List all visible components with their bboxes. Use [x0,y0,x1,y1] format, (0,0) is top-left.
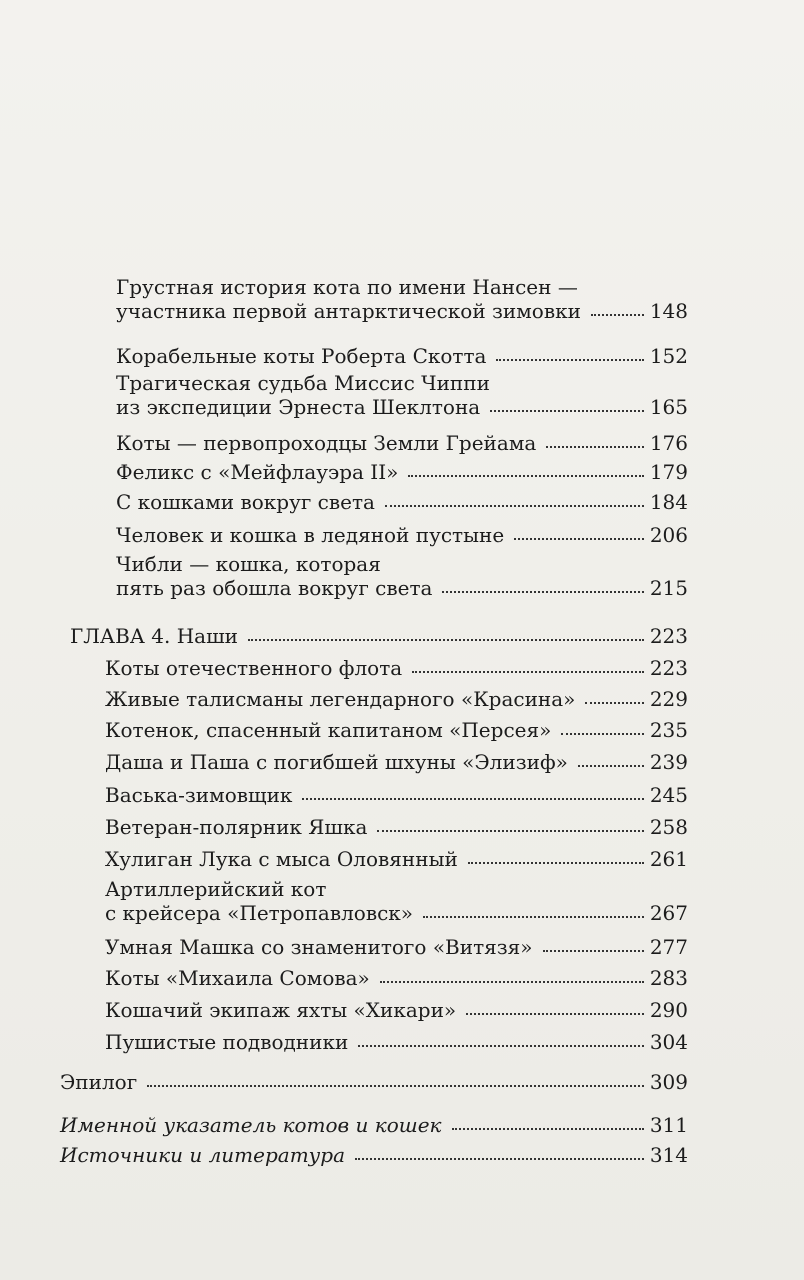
toc-entry-title-line1: Артиллерийский кот [105,877,327,901]
toc-entry-title: с крейсера «Петропавловск» [105,901,414,925]
toc-entry-title: пять раз обошла вокруг света [116,576,433,600]
toc-entry [116,523,688,547]
page-number: 223 [649,656,688,680]
toc-entry-title: Феликс с «Мейфлауэра II» [116,460,399,484]
chapter-title: ГЛАВА 4. Наши [70,624,239,648]
dot-leader [385,505,644,507]
toc-entry [116,552,688,600]
page-number: 290 [649,998,688,1022]
toc-entry [116,490,688,514]
page-number: 223 [649,624,688,648]
toc-entry [105,877,688,925]
toc-entry-title-line1: Трагическая судьба Миссис Чиппи [116,371,490,395]
toc-entry [105,783,688,807]
dot-leader [358,1045,644,1047]
toc-entry-title: из экспедиции Эрнеста Шеклтона [116,395,481,419]
toc-entry [105,815,688,839]
toc-entry [105,718,688,742]
toc-entry-title: Коты «Михаила Сомова» [105,966,370,990]
dot-leader [591,314,644,316]
toc-entry-title: Даша и Паша с погибшей шхуны «Элизиф» [105,750,568,774]
dot-leader [412,671,644,673]
page-number: 304 [649,1030,688,1054]
dot-leader [380,981,644,983]
page-number: 184 [649,490,688,514]
toc-entry-title: С кошками вокруг света [116,490,375,514]
toc-entry-title: Корабельные коты Роберта Скотта [116,344,487,368]
page-number: 229 [649,687,688,711]
toc-entry-title: Умная Машка со знаменитого «Витязя» [105,935,533,959]
toc-entry [116,431,688,455]
page-number: 215 [649,576,688,600]
toc-entry-title: Котенок, спасенный капитаном «Персея» [105,718,552,742]
toc-entry [105,656,688,680]
dot-leader [543,950,644,952]
page-number: 309 [649,1070,688,1094]
toc-entry-index [60,1113,688,1137]
toc-entry [116,275,688,323]
page-number: 261 [649,847,688,871]
toc-entry-title-line1: Грустная история кота по имени Нансен — [116,275,578,299]
toc-entry-title-line1: Чибли — кошка, которая [116,552,381,576]
toc-entry-epilogue [60,1070,688,1094]
toc-entry [105,935,688,959]
dot-leader [423,916,644,918]
dot-leader [408,475,643,477]
toc-entry-title: участника первой антарктической зимовки [116,299,581,323]
toc-entry [105,750,688,774]
toc-entry [105,998,688,1022]
toc-entry-title: Васька-зимовщик [105,783,293,807]
toc-entry-title: Хулиган Лука с мыса Оловянный [105,847,458,871]
toc-entry [116,371,688,419]
toc-entry-title: Именной указатель котов и кошек [60,1113,442,1137]
chapter-heading [70,624,688,648]
toc-entry [105,1030,688,1054]
page-number: 277 [649,935,688,959]
dot-leader [468,862,644,864]
dot-leader [355,1158,644,1160]
toc-entry-title: Пушистые подводники [105,1030,349,1054]
page-number: 311 [649,1113,688,1137]
toc-entry-title: Человек и кошка в ледяной пустыне [116,523,505,547]
dot-leader [561,733,643,735]
dot-leader [578,765,644,767]
page-number: 267 [649,901,688,925]
toc-entry-sources [60,1143,688,1167]
dot-leader [490,410,644,412]
toc-entry-title: Кошачий экипаж яхты «Хикари» [105,998,457,1022]
toc-entry-title: Коты отечественного флота [105,656,403,680]
page-number: 152 [649,344,688,368]
toc-entry [105,687,688,711]
toc-entry [116,460,688,484]
dot-leader [466,1013,644,1015]
page-number: 239 [649,750,688,774]
page-number: 165 [649,395,688,419]
page-number: 206 [649,523,688,547]
dot-leader [442,591,643,593]
dot-leader [546,446,644,448]
page-number: 258 [649,815,688,839]
dot-leader [377,830,643,832]
dot-leader [514,538,644,540]
page-number: 235 [649,718,688,742]
page-number: 179 [649,460,688,484]
page-number: 176 [649,431,688,455]
toc-entry-title: Источники и литература [60,1143,345,1167]
dot-leader [248,639,644,641]
page-number: 148 [649,299,688,323]
dot-leader [496,359,643,361]
toc-entry [105,966,688,990]
dot-leader [452,1128,644,1130]
toc-entry-title: Ветеран-полярник Яшка [105,815,368,839]
page-number: 283 [649,966,688,990]
dot-leader [147,1085,644,1087]
page-number: 314 [649,1143,688,1167]
page-number: 245 [649,783,688,807]
toc-entry [116,344,688,368]
dot-leader [302,798,643,800]
toc-entry-title: Живые талисманы легендарного «Красина» [105,687,576,711]
toc-entry [105,847,688,871]
toc-entry-title: Коты — первопроходцы Земли Грейама [116,431,537,455]
dot-leader [585,702,643,704]
toc-entry-title: Эпилог [60,1070,138,1094]
